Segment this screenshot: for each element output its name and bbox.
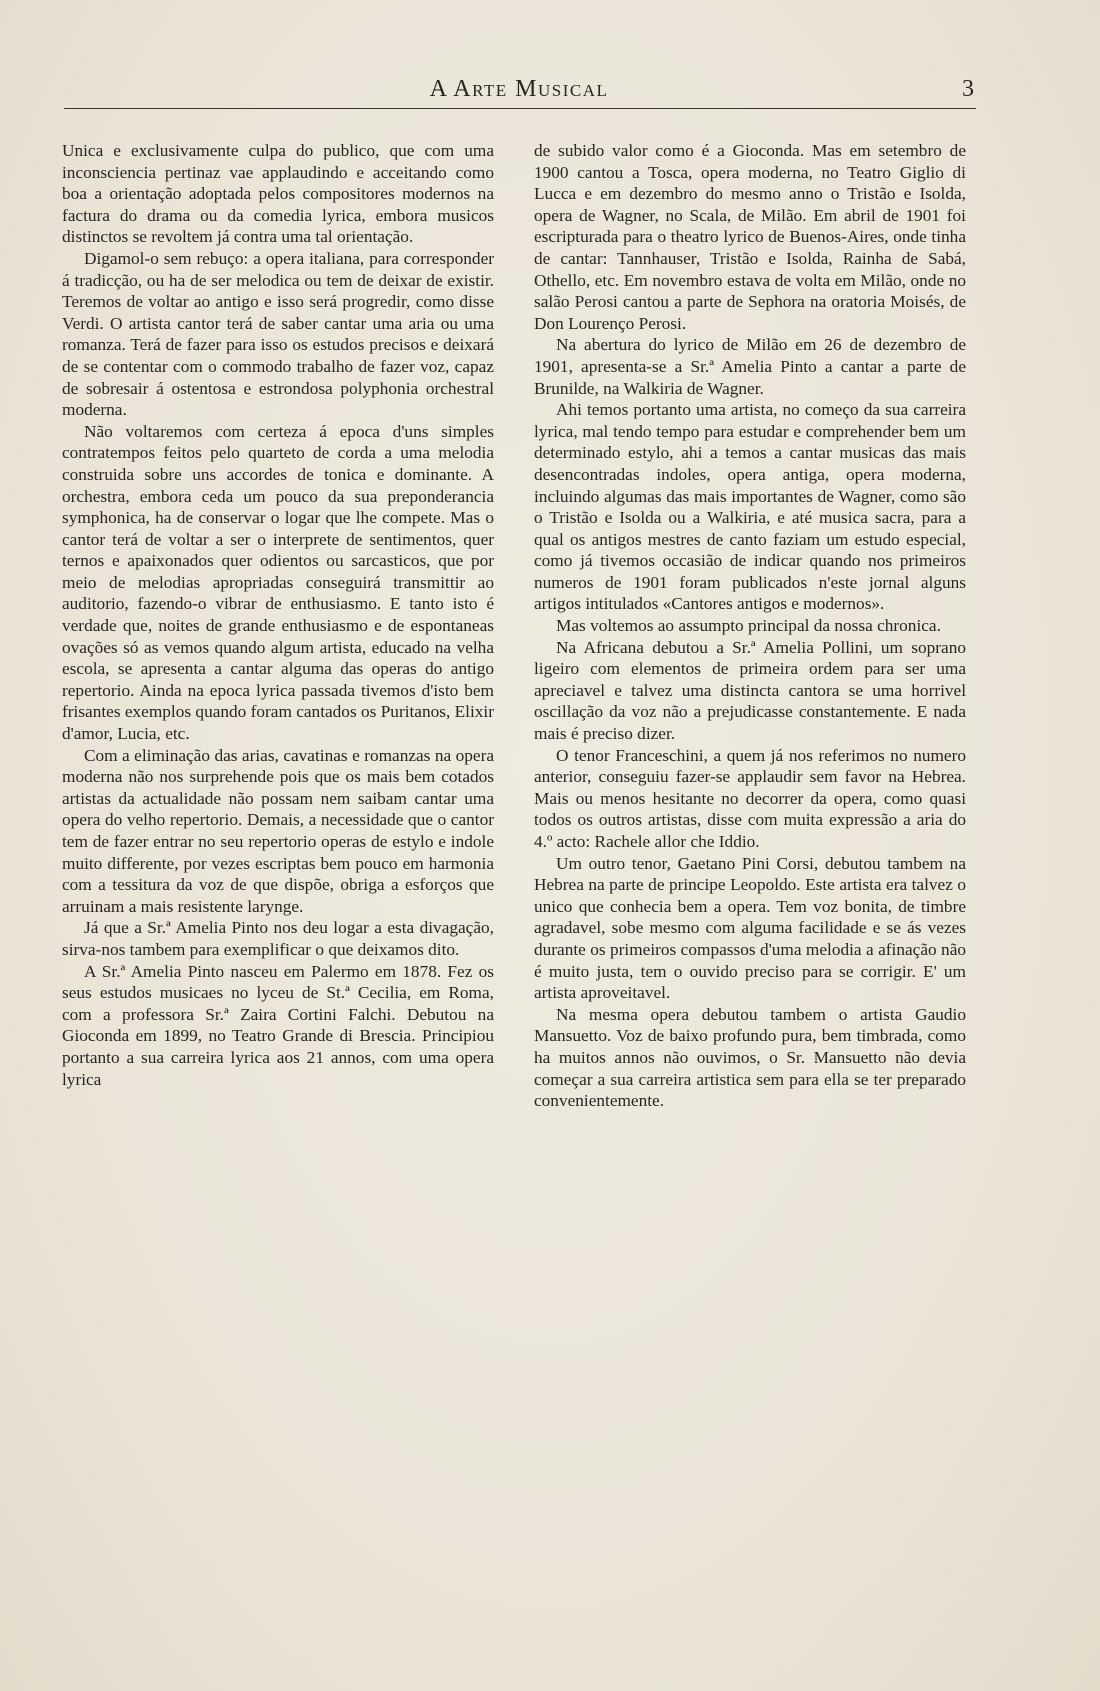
header-rule (64, 108, 976, 109)
running-header (64, 76, 974, 106)
paragraph: Não voltaremos com certeza á epoca d'uns simples contratempos feitos pelo quarteto de corda a uma melodia construida sobre uns accordes de tonica e dominante. A orchestra, embora ceda um pouco da sua preponderancia symphonica, ha de conservar o logar que lhe compete. Mas o cantor terá de voltar a ser o interprete de sentimentos, quer ternos e apaixonados quer odientos ou sarcasticos, que por meio de melodias apropriadas conseguirá transmittir ao auditorio, fazendo-o vibrar de enthusiasmo. E tanto isto é verdade que, noites de grande enthusiasmo e de espontaneas ovações só as vemos quando algum artista, educado na velha escola, se apresenta a cantar alguma das operas do antigo repertorio. Ainda na epoca lyrica passada tivemos d'isto bem frisantes exemplos quando foram cantados os Puritanos, Elixir d'amor, Lucia, etc. (62, 421, 499, 744)
paragraph: Já que a Sr.ª Amelia Pinto nos deu logar a esta divagação, sirva-nos tambem para exemplificar o que deixamos dito. (62, 918, 499, 959)
paragraph: A Sr.ª Amelia Pinto nasceu em Palermo em 1878. Fez os seus estudos musicaes no lyceu de St.ª Cecilia, em Roma, com a professora Sr.ª Zaira Cortini Falchi. Debutou na Gioconda em 1899, no Teatro Grande di Brescia. Principiou portanto a sua carreira lyrica aos 21 annos, com uma opera lyrica (62, 961, 499, 1089)
paragraph: Um outro tenor, Gaetano Pini Corsi, debutou tambem na Hebrea na parte de principe Leopoldo. Este artista era talvez o unico que conhecia bem a opera. Tem voz bonita, de timbre agradavel, sobe mesmo com alguma facilidade e se ás vezes durante os primeiros compassos d'uma melodia a afinação não é muito justa, tem o ouvido preciso para se corrigir. E' um artista aproveitavel. (534, 853, 971, 1003)
paragraph: Mas voltemos ao assumpto principal da nossa chronica. (556, 616, 941, 636)
journal-title: A Arte Musical (429, 76, 609, 102)
paragraph: Unica e exclusivamente culpa do publico, que com uma inconsciencia pertinaz vae applaudindo e acceitando como boa a orientação adoptada pelos compositores modernos na factura do drama ou da comedia lyrica, embora musicos distinctos se revoltem já contra uma tal orientação. (62, 141, 499, 247)
paragraph: Na mesma opera debutou tambem o artista Gaudio Mansuetto. Voz de baixo profundo pura, bem timbrada, como ha muitos annos não ouvimos, o Sr. Mansuetto não devia começar a sua carreira artistica sem para ella se ter preparado convenientemente. (534, 1004, 971, 1111)
paragraph: de subido valor como é a Gioconda. Mas em setembro de 1900 cantou a Tosca, opera moderna, no Teatro Giglio di Lucca e em dezembro do mesmo anno o Tristão e Isolda, opera de Wagner, no Scala, de Milão. Em abril de 1901 foi escripturada para o theatro lyrico de Buenos-Aires, onde tinha de cantar: Tannhauser, Tristão e Isolda, Rainha de Sabá, Othello, etc. Em novembro estava de volta em Milão, onde no salão Perosi cantou a parte de Sephora na oratoria Moisés, de Don Lourenço Perosi. (534, 141, 971, 333)
paragraph: Na abertura do lyrico de Milão em 26 de dezembro de 1901, apresenta-se a Sr.ª Amelia Pinto a cantar a parte de Brunilde, na Walkiria de Wagner. (534, 335, 971, 398)
paragraph: Ahi temos portanto uma artista, no começo da sua carreira lyrica, mal tendo tempo para estudar e comprehender bem um determinado estylo, ahi a temos a cantar musicas das mais desencontradas indoles, opera antiga, opera moderna, incluindo algumas das mais importantes de Wagner, como são o Tristão e Isolda ou a Walkiria, e até musica sacra, para a qual os antigos mestres de canto faziam um estudo especial, como já tivemos occasião de indicar quando nos primeiros numeros de 1901 foram publicados n'este jornal alguns artigos intitulados «Cantores antigos e modernos». (534, 400, 971, 614)
paragraph: Com a eliminação das arias, cavatinas e romanzas na opera moderna não nos surprehende pois que os mais bem cotados artistas da actualidade não possam nem saibam cantar uma opera do velho repertorio. Demais, a necessidade que o cantor tem de fazer entrar no seu repertorio operas de estylo e indole muito differente, por vezes escriptas bem pouco em harmonia com a tessitura da voz de que dispõe, obriga a esforços que arruinam a mais resistente larynge. (62, 745, 499, 916)
paragraph: O tenor Franceschini, a quem já nos referimos no numero anterior, conseguiu fazer-se applaudir sem favor na Hebrea. Mais ou menos hesitante no decorrer da opera, como quasi todos os outros artistas, disse com muita expressão a aria do 4.º acto: Rachele allor che Iddio. (534, 745, 971, 851)
left-column (62, 140, 499, 1090)
right-column (534, 140, 971, 1112)
page-number: 3 (962, 76, 974, 102)
paragraph: Na Africana debutou a Sr.ª Amelia Pollini, um soprano ligeiro com elementos de primeira ordem para ser uma apreciavel e talvez uma distincta cantora se uma horrivel oscillação da voz não a prejudicasse constantemente. E nada mais é preciso dizer. (534, 637, 971, 744)
paragraph: Digamol-o sem rebuço: a opera italiana, para corresponder á tradicção, ou ha de ser melodica ou tem de deixar de existir. Teremos de voltar ao antigo e isso será progredir, como disse Verdi. O artista cantor terá de saber cantar uma aria ou uma romanza. Terá de fazer para isso os estudos precisos e deixará de se contentar com o commodo trabalho de fazer voz, capaz de sobresair á ostentosa e estrondosa polyphonia orchestral moderna. (62, 248, 499, 420)
